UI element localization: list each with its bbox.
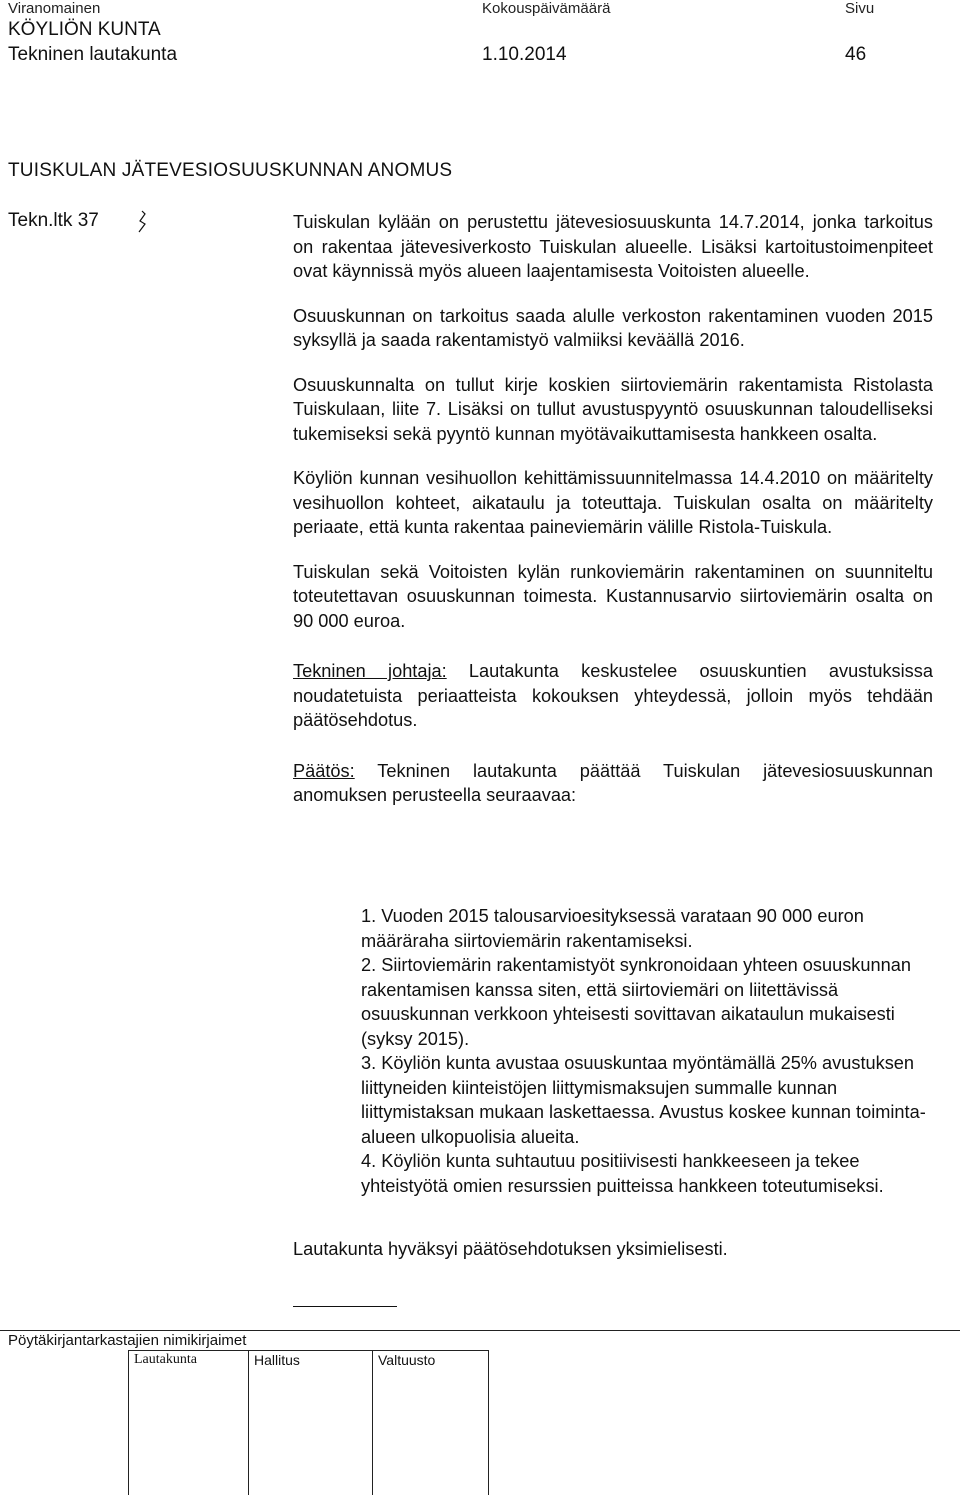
director-label: Tekninen johtaja: — [293, 661, 447, 681]
header-label-page: Sivu — [845, 0, 875, 17]
section-mark-icon — [136, 210, 148, 234]
paragraph: Tuiskulan kylään on perustettu jätevesiosuuskunta 14.7.2014, jonka tarkoitus on rakentaa jätevesiverkosto Tuiskulan alueelle. Lisäksi kartoitustoimenpiteet ovat käynnissä myös alueen laajentamisesta Voitoisten alueelle. — [293, 212, 933, 281]
footer-divider — [128, 1350, 488, 1351]
header-page-number: 46 — [845, 44, 867, 65]
decision — [293, 759, 933, 808]
director-proposal — [293, 659, 933, 733]
signature-line — [293, 1306, 397, 1307]
footer-divider — [248, 1350, 249, 1495]
header-label-issuer: Viranomainen — [8, 0, 101, 17]
footer-col-government: Hallitus — [254, 1352, 300, 1368]
footer-divider — [488, 1350, 489, 1495]
list-item: 4. Köyliön kunta suhtautuu positiivisesti hankkeeseen ja tekee yhteistyötä omien resurssien puitteissa hankkeen toteutumiseksi. — [361, 1151, 884, 1196]
decision-text: Tekninen lautakunta päättää Tuiskulan jätevesiosuuskunnan anomuksen perusteella seuraavaa: — [293, 760, 933, 805]
paragraph: Osuuskunnan on tarkoitus saada alulle verkoston rakentaminen vuoden 2015 syksyllä ja saada rakentamistyö valmiiksi keväällä 2016. — [293, 305, 933, 350]
footer-col-council: Valtuusto — [378, 1352, 436, 1368]
paragraph: Köyliön kunnan vesihuollon kehittämissuunnitelmassa 14.4.2010 on määritelty vesihuollon kohteet, aikataulu ja toteuttaja. Tuiskulan osalta on määritelty periaate, että kunta rakentaa paineviemärin välille Ristola-Tuiskula. — [293, 468, 933, 537]
footer-title: Pöytäkirjantarkastajien nimikirjaimet — [8, 1332, 247, 1349]
header-organization: KÖYLIÖN KUNTA — [8, 19, 161, 40]
list-item: 2. Siirtoviemärin rakentamistyöt synkronoidaan yhteen osuuskunnan rakentamisen kanssa siten, että siirtoviemäri on liitettävissä osuuskunnan verkkoon yhteisesti sovittavan aikataulun mukaisesti (syksy 2015). — [361, 955, 911, 1049]
section-reference: Tekn.ltk 37 — [8, 210, 99, 231]
body-text — [293, 210, 933, 828]
paragraph: Tuiskulan sekä Voitoisten kylän runkoviemärin rakentaminen on suunniteltu toteutettavan osuuskunnan toimesta. Kustannusarvio siirtoviemärin osalta on 90 000 euroa. — [293, 561, 933, 631]
footer-divider — [128, 1350, 129, 1495]
paragraph: Osuuskunnalta on tullut kirje koskien siirtoviemärin rakentamista Ristolasta Tuiskulaan, liite 7. Lisäksi on tullut avustuspyyntö osuuskunnan taloudelliseksi tukemiseksi sekä pyyntö kunnan myötävaikuttamisesta hankkeen osalta. — [293, 374, 933, 444]
director-text: Lautakunta keskustelee osuuskuntien avustuksissa noudatetuista periaatteista kokouksen yhteydessä, jolloin myös tehdään päätösehdotus. — [293, 661, 933, 730]
footer-divider — [372, 1350, 373, 1495]
closing-statement: Lautakunta hyväksyi päätösehdotuksen yksimielisesti. — [293, 1239, 728, 1259]
list-item: 1. Vuoden 2015 talousarvioesityksessä varataan 90 000 euron määräraha siirtoviemärin rakentamiseksi. — [361, 906, 864, 951]
footer-col-board: Lautakunta — [134, 1352, 197, 1367]
header-authority: Tekninen lautakunta — [8, 44, 178, 65]
header-date: 1.10.2014 — [482, 44, 567, 65]
list-item: 3. Köyliön kunta avustaa osuuskuntaa myöntämällä 25% avustuksen liittyneiden kiinteistöjen liittymismaksujen summalle kunnan liittymistaksan mukaan laskettaessa. Avustus koskee kunnan toiminta-alueen ulkopuolisia alueita. — [361, 1053, 926, 1147]
document-title: TUISKULAN JÄTEVESIOSUUSKUNNAN ANOMUS — [8, 160, 453, 181]
decision-label: Päätös: — [293, 760, 355, 781]
decision-list — [361, 904, 936, 1198]
header-label-date: Kokouspäivämäärä — [482, 0, 611, 17]
